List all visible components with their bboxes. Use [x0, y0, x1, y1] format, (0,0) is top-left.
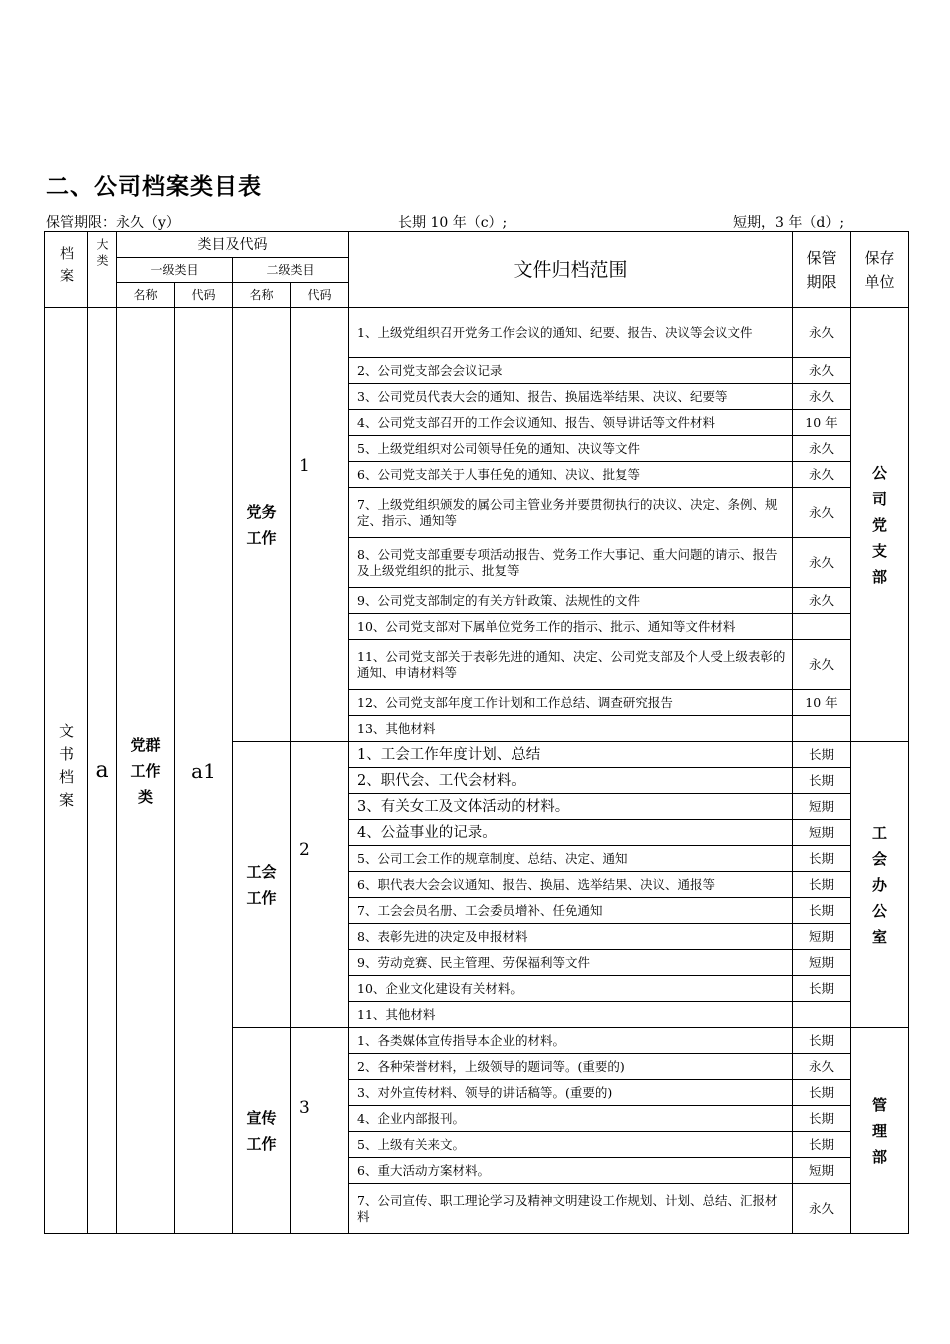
unit-char: 党 [871, 515, 887, 534]
archive-item: 2、各种荣誉材料，上级领导的题词等。(重要的) [349, 1054, 793, 1080]
retention-period: 长期 [793, 1132, 851, 1158]
retention-period: 永久 [793, 1184, 851, 1234]
archive-item: 12、公司党支部年度工作计划和工作总结、调查研究报告 [349, 690, 793, 716]
level2-code: 2 [291, 742, 349, 1028]
archive-item: 11、公司党支部关于表彰先进的通知、决定、公司党支部及个人受上级表彰的通知、申请材料等 [349, 640, 793, 690]
retention-period [793, 1002, 851, 1028]
retention-period: 永久 [793, 640, 851, 690]
unit-char: 理 [871, 1121, 887, 1140]
level2-name: 工会工作 [233, 742, 291, 1028]
archive-item: 5、公司工会工作的规章制度、总结、决定、通知 [349, 846, 793, 872]
unit-char: 会 [871, 849, 887, 868]
retention-period: 永久 [793, 588, 851, 614]
retention-period [793, 716, 851, 742]
unit-char: 公 [871, 901, 887, 920]
header-level2-name: 名称 [233, 283, 291, 308]
retention-period: 长期 [793, 976, 851, 1002]
archive-item: 8、公司党支部重要专项活动报告、党务工作大事记、重大问题的请示、报告及上级党组织的批示、批复等 [349, 538, 793, 588]
archive-item: 6、重大活动方案材料。 [349, 1158, 793, 1184]
archive-item: 1、工会工作年度计划、总结 [349, 742, 793, 768]
header-big-category: 大类 [88, 232, 117, 308]
header-level2: 二级类目 [233, 258, 349, 283]
legend-permanent: 保管期限：永久（y） [46, 215, 180, 231]
page-title: 二、公司档案类目表 [46, 174, 262, 200]
level1-code: a1 [175, 308, 233, 1234]
retention-period: 永久 [793, 488, 851, 538]
retention-period: 短期 [793, 950, 851, 976]
archive-item: 1、上级党组织召开党务工作会议的通知、纪要、报告、决议等会议文件 [349, 308, 793, 358]
level2-name: 党务工作 [233, 308, 291, 742]
retention-period: 长期 [793, 768, 851, 794]
archive-item: 4、公司党支部召开的工作会议通知、报告、领导讲话等文件材料 [349, 410, 793, 436]
retention-period: 永久 [793, 358, 851, 384]
header-category-code: 类目及代码 [117, 232, 349, 258]
archive-item: 3、有关女工及文体活动的材料。 [349, 794, 793, 820]
header-unit: 保存单位 [851, 232, 909, 308]
unit-char: 部 [871, 567, 887, 586]
header-period: 保管期限 [793, 232, 851, 308]
archive-item: 9、公司党支部制定的有关方针政策、法规性的文件 [349, 588, 793, 614]
retention-period: 永久 [793, 538, 851, 588]
archive-item: 10、公司党支部对下属单位党务工作的指示、批示、通知等文件材料 [349, 614, 793, 640]
archive-item: 10、企业文化建设有关材料。 [349, 976, 793, 1002]
legend-short: 短期，3 年（d）; [733, 215, 845, 231]
archive-item: 9、劳动竞赛、民主管理、劳保福利等文件 [349, 950, 793, 976]
retention-period: 长期 [793, 742, 851, 768]
storage-unit [851, 1028, 909, 1234]
level2-code: 3 [291, 1028, 349, 1234]
unit-char: 管 [871, 1095, 887, 1114]
archive-type: 文书档案 [45, 308, 88, 1234]
archive-item: 7、公司宣传、职工理论学习及精神文明建设工作规划、计划、总结、汇报材料 [349, 1184, 793, 1234]
retention-period: 10 年 [793, 410, 851, 436]
retention-period: 长期 [793, 872, 851, 898]
retention-period: 短期 [793, 820, 851, 846]
archive-item: 5、上级有关来文。 [349, 1132, 793, 1158]
retention-period: 短期 [793, 1158, 851, 1184]
header-level1-code: 代码 [175, 283, 233, 308]
level2-name: 宣传工作 [233, 1028, 291, 1234]
archive-item: 11、其他材料 [349, 1002, 793, 1028]
header-level1: 一级类目 [117, 258, 233, 283]
level2-code: 1 [291, 308, 349, 742]
header-level1-name: 名称 [117, 283, 175, 308]
retention-period: 永久 [793, 462, 851, 488]
retention-period: 永久 [793, 1054, 851, 1080]
archive-item: 2、职代会、工代会材料。 [349, 768, 793, 794]
unit-char: 室 [871, 927, 887, 946]
archive-item: 7、上级党组织颁发的属公司主管业务并要贯彻执行的决议、决定、条例、规定、指示、通知等 [349, 488, 793, 538]
retention-period: 10 年 [793, 690, 851, 716]
archive-item: 8、表彰先进的决定及申报材料 [349, 924, 793, 950]
retention-period: 短期 [793, 924, 851, 950]
archive-item: 6、职代表大会会议通知、报告、换届、选举结果、决议、通报等 [349, 872, 793, 898]
storage-unit [851, 742, 909, 1028]
header-level2-code: 代码 [291, 283, 349, 308]
storage-unit [851, 308, 909, 742]
archive-item: 7、工会会员名册、工会委员增补、任免通知 [349, 898, 793, 924]
level1-name: 党群工作类 [117, 308, 175, 1234]
header-archive: 档案 [45, 232, 88, 308]
unit-char: 办 [871, 875, 887, 894]
archive-category-table [44, 231, 909, 1234]
big-category-code: a [88, 308, 117, 1234]
archive-item: 3、对外宣传材料、领导的讲话稿等。(重要的) [349, 1080, 793, 1106]
retention-period: 永久 [793, 384, 851, 410]
retention-period: 永久 [793, 308, 851, 358]
archive-item: 3、公司党员代表大会的通知、报告、换届选举结果、决议、纪要等 [349, 384, 793, 410]
archive-item: 1、各类媒体宣传指导本企业的材料。 [349, 1028, 793, 1054]
unit-char: 司 [871, 489, 887, 508]
retention-period: 长期 [793, 1106, 851, 1132]
archive-item: 2、公司党支部会会议记录 [349, 358, 793, 384]
unit-char: 部 [871, 1147, 887, 1166]
retention-period: 永久 [793, 436, 851, 462]
retention-period: 长期 [793, 846, 851, 872]
unit-char: 公 [871, 463, 887, 482]
archive-item: 13、其他材料 [349, 716, 793, 742]
header-scope: 文件归档范围 [349, 232, 793, 308]
archive-item: 4、企业内部报刊。 [349, 1106, 793, 1132]
archive-item: 5、上级党组织对公司领导任免的通知、决议等文件 [349, 436, 793, 462]
retention-period: 长期 [793, 1080, 851, 1106]
unit-char: 工 [871, 823, 887, 842]
retention-period [793, 614, 851, 640]
retention-period: 短期 [793, 794, 851, 820]
legend-long: 长期 10 年（c）; [398, 215, 508, 231]
archive-item: 6、公司党支部关于人事任免的通知、决议、批复等 [349, 462, 793, 488]
unit-char: 支 [871, 541, 887, 560]
retention-period: 长期 [793, 898, 851, 924]
retention-period: 长期 [793, 1028, 851, 1054]
archive-item: 4、公益事业的记录。 [349, 820, 793, 846]
